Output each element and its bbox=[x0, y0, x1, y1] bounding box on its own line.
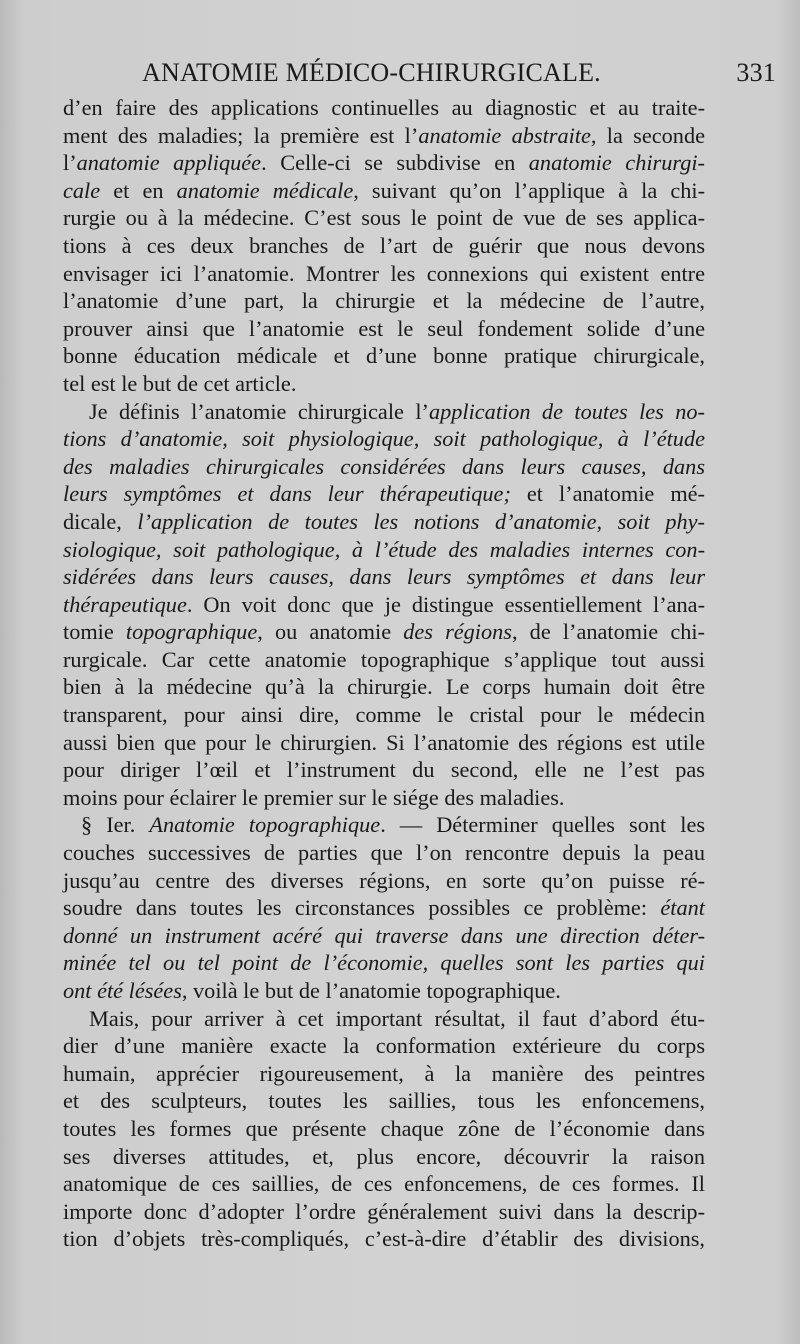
text-line bbox=[63, 204, 705, 232]
text-run: ses diverses attitudes, et, plus encore, découvrir la raison bbox=[63, 1143, 705, 1169]
text-line bbox=[63, 1060, 705, 1088]
text-run: envisager ici l’anatomie. Montrer les connexions qui existent entre bbox=[63, 260, 705, 286]
text-run: et l’anatomie mé- bbox=[510, 481, 705, 507]
text-line bbox=[63, 949, 705, 977]
text-line bbox=[63, 1005, 705, 1033]
text-line bbox=[63, 425, 705, 453]
text-run: dier d’une manière exacte la conformation extérieure du corps bbox=[63, 1033, 705, 1059]
italic-run: donné un instrument acéré qui traverse dans une direction déter- bbox=[63, 922, 705, 948]
italic-run: Anatomie topographique bbox=[149, 812, 381, 838]
text-line bbox=[63, 673, 705, 701]
text-line bbox=[63, 122, 705, 150]
text-run: soudre dans toutes les circonstances possibles ce problème: bbox=[63, 895, 661, 921]
text-run: et en bbox=[100, 177, 177, 203]
text-line bbox=[63, 315, 705, 343]
text-run: Mais, pour arriver à cet important résultat, il faut d’abord étu- bbox=[89, 1005, 705, 1031]
text-run: , ou anatomie bbox=[257, 619, 404, 645]
text-run: tomie bbox=[63, 619, 126, 645]
italic-run: anatomie abstraite bbox=[418, 122, 591, 148]
text-line bbox=[63, 260, 705, 288]
italic-run: anatomie médicale bbox=[176, 177, 354, 203]
text-line bbox=[63, 563, 705, 591]
text-run: tion d’objets très-compliqués, c’est-à-dire d’établir des divisions, bbox=[63, 1226, 705, 1252]
text-run: , la seconde bbox=[590, 122, 705, 148]
text-run: . Celle-ci se subdivise en bbox=[261, 150, 529, 176]
text-run: toutes les formes que présente chaque zône de l’économie dans bbox=[63, 1115, 705, 1141]
text-run: tel est le but de cet article. bbox=[63, 370, 297, 396]
text-run: l’ bbox=[63, 150, 77, 176]
text-run: . — Déterminer quelles sont les bbox=[380, 812, 706, 838]
text-run: ment des maladies; la première est l’ bbox=[63, 122, 419, 148]
text-run: rurgicale. Car cette anatomie topographique s’applique tout aussi bbox=[63, 646, 705, 672]
text-line bbox=[63, 729, 705, 757]
text-run: rurgie ou à la médecine. C’est sous le point de vue de ses applica- bbox=[63, 205, 705, 231]
italic-run: l’application de toutes les notions d’anatomie, soit phy- bbox=[137, 508, 705, 534]
text-line bbox=[63, 701, 705, 729]
italic-run: thérapeutique bbox=[63, 591, 187, 617]
text-line bbox=[63, 756, 705, 784]
text-run: Je définis l’anatomie chirurgicale l’ bbox=[89, 398, 429, 424]
text-line bbox=[63, 1115, 705, 1143]
text-run: aussi bien que pour le chirurgien. Si l’anatomie des régions est utile bbox=[63, 729, 705, 755]
text-line bbox=[63, 618, 705, 646]
italic-run: anatomie appliquée bbox=[76, 150, 262, 176]
text-line bbox=[63, 894, 705, 922]
text-line bbox=[63, 149, 705, 177]
text-run: l’anatomie d’une part, la chirurgie et la médecine de l’autre, bbox=[63, 288, 705, 314]
italic-run: topographique bbox=[125, 619, 258, 645]
page-number: 331 bbox=[736, 58, 776, 87]
text-line bbox=[63, 591, 705, 619]
text-run: , de l’anatomie chi- bbox=[511, 619, 705, 645]
italic-run: ont été lésées bbox=[63, 978, 182, 1003]
text-line bbox=[63, 1170, 705, 1198]
italic-run: cale bbox=[63, 177, 101, 203]
text-line bbox=[63, 508, 705, 536]
text-line bbox=[63, 839, 705, 867]
text-run: pour diriger l’œil et l’instrument du second, elle ne l’est pas bbox=[63, 757, 705, 783]
text-run: jusqu’au centre des diverses régions, en sorte qu’on puisse ré- bbox=[63, 867, 705, 893]
text-line bbox=[63, 1087, 705, 1115]
body-text bbox=[63, 94, 705, 1253]
text-line bbox=[63, 1225, 705, 1253]
text-run: d’en faire des applications continuelles au diagnostic et au traite- bbox=[63, 95, 705, 120]
italic-run: application de toutes les no- bbox=[428, 398, 705, 424]
italic-run: tions d’anatomie, soit physiologique, soit pathologique, à l’étude bbox=[63, 426, 705, 452]
text-run: prouver ainsi que l’anatomie est le seul fondement solide d’une bbox=[63, 315, 705, 341]
text-line bbox=[63, 453, 705, 481]
text-line bbox=[63, 922, 705, 950]
text-line bbox=[63, 94, 705, 122]
running-header bbox=[62, 58, 788, 94]
italic-run: étant bbox=[660, 895, 705, 921]
text-run: bien à la médecine qu’à la chirurgie. Le corps humain doit être bbox=[63, 674, 705, 700]
italic-run: sidérées dans leurs causes, dans leurs symptômes et dans leur bbox=[63, 564, 705, 590]
text-run: , suivant qu’on l’applique à la chi- bbox=[353, 177, 706, 203]
text-line bbox=[63, 1032, 705, 1060]
text-block bbox=[63, 94, 705, 1253]
text-line bbox=[63, 287, 705, 315]
text-line bbox=[63, 784, 705, 812]
italic-run: anatomie chirurgi- bbox=[528, 150, 705, 176]
text-run: moins pour éclairer le premier sur le siége des maladies. bbox=[63, 784, 565, 810]
text-line bbox=[63, 977, 705, 1005]
text-line bbox=[63, 370, 705, 398]
text-run: couches successives de parties que l’on rencontre depuis la peau bbox=[63, 840, 705, 866]
text-run: § Ier. bbox=[81, 812, 150, 838]
text-line bbox=[63, 811, 705, 839]
italic-run: des régions bbox=[403, 619, 512, 645]
text-line bbox=[63, 1143, 705, 1171]
text-run: . On voit donc que je distingue essentiellement l’ana- bbox=[186, 591, 705, 617]
text-run: et des sculpteurs, toutes les saillies, tous les enfoncemens, bbox=[63, 1088, 705, 1114]
text-run: bonne éducation médicale et d’une bonne pratique chirurgicale, bbox=[63, 343, 705, 369]
text-line bbox=[63, 398, 705, 426]
text-line bbox=[63, 536, 705, 564]
text-line bbox=[63, 232, 705, 260]
running-title: ANATOMIE MÉDICO-CHIRURGICALE. bbox=[142, 58, 601, 87]
text-line bbox=[63, 177, 705, 205]
text-run: importe donc d’adopter l’ordre généralement suivi dans la descrip- bbox=[63, 1198, 705, 1224]
text-run: , voilà le but de l’anatomie topographique. bbox=[181, 978, 561, 1003]
italic-run: minée tel ou tel point de l’économie, quelles sont les parties qui bbox=[63, 950, 705, 976]
text-run: anatomique de ces saillies, de ces enfoncemens, de ces formes. Il bbox=[63, 1171, 705, 1197]
text-line bbox=[63, 342, 705, 370]
italic-run: leurs symptômes et dans leur thérapeutique; bbox=[63, 481, 511, 507]
text-line bbox=[63, 646, 705, 674]
italic-run: siologique, soit pathologique, à l’étude des maladies internes con- bbox=[63, 536, 705, 562]
text-run: transparent, pour ainsi dire, comme le cristal pour le médecin bbox=[63, 702, 705, 728]
text-run: tions à ces deux branches de l’art de guérir que nous devons bbox=[63, 232, 705, 258]
text-line bbox=[63, 480, 705, 508]
text-line bbox=[63, 1198, 705, 1226]
text-run: dicale, bbox=[63, 508, 138, 534]
text-run: humain, apprécier rigoureusement, à la manière des peintres bbox=[63, 1060, 705, 1086]
text-line bbox=[63, 867, 705, 895]
italic-run: des maladies chirurgicales considérées dans leurs causes, dans bbox=[63, 453, 705, 479]
